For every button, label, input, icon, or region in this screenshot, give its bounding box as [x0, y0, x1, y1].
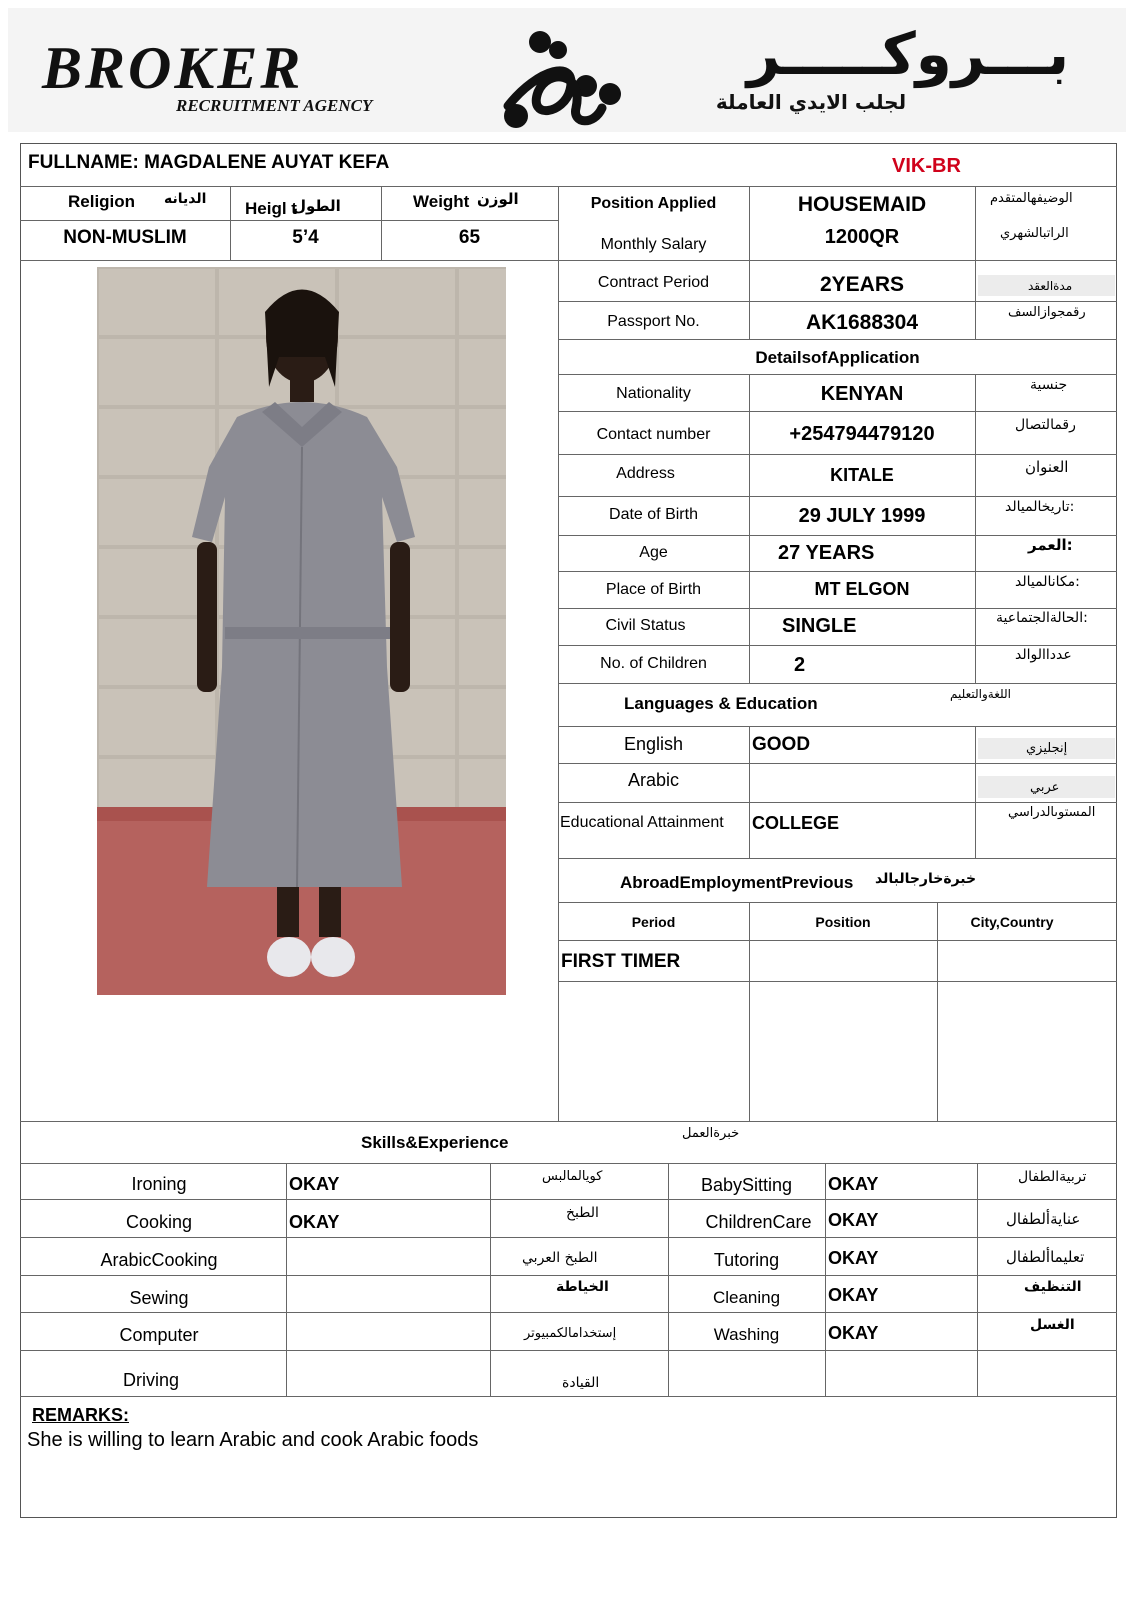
abroad-column-header: Position [815, 914, 871, 930]
application-value: 2 [794, 654, 806, 676]
application-value: 27 YEARS [778, 542, 875, 564]
detail-label: Contract Period [597, 274, 710, 291]
applicant-photo [97, 267, 506, 995]
application-label: No. of Children [600, 655, 707, 672]
skill-label: Computer [119, 1325, 199, 1345]
skill-label: Ironing [131, 1174, 187, 1194]
skill-label: ChildrenCare [705, 1212, 812, 1232]
skill-label-arabic: الغسل [1030, 1317, 1075, 1333]
language-label: English [623, 734, 684, 754]
religion-label-arabic: الديانه [164, 191, 207, 207]
detail-label-arabic: رقمجوازالسف [1008, 305, 1086, 320]
application-value: MT ELGON [814, 579, 910, 599]
skill-value: OKAY [828, 1174, 879, 1194]
language-label-arabic: عربي [1030, 780, 1060, 795]
skills-section-title-arabic: خبرةالعمل [682, 1126, 740, 1141]
detail-label: Passport No. [607, 313, 700, 330]
weight-label: Weight [413, 192, 470, 211]
application-value: KITALE [830, 465, 894, 485]
height-label-arabic: الطول [293, 197, 341, 215]
skill-label: BabySitting [700, 1175, 793, 1195]
weight-label-arabic: الوزن [477, 190, 519, 208]
skill-label-arabic: إستخدامالكمبيوتر [524, 1326, 617, 1341]
skill-label-arabic: التنظيف [1024, 1279, 1082, 1295]
application-label-arabic: رقمالتصال [1015, 417, 1076, 433]
religion-value: NON-MUSLIM [63, 227, 187, 248]
detail-value: AK1688304 [805, 311, 919, 334]
application-label-arabic: جنسية [1030, 377, 1068, 393]
reference-code: VIK-BR [892, 155, 961, 177]
skill-label-arabic: تعليماألطفال [1006, 1248, 1085, 1266]
education-value: COLLEGE [752, 813, 840, 833]
detail-label-arabic: مدةالعقد [1028, 279, 1073, 293]
skill-label-arabic: الطبخ [566, 1205, 599, 1221]
agency-logo-icon [498, 28, 638, 132]
application-label-arabic: تاريخالميالد: [1005, 499, 1075, 515]
skill-label: Tutoring [713, 1250, 780, 1270]
application-value: KENYAN [820, 383, 904, 405]
remarks-text: She is willing to learn Arabic and cook Arabic foods [27, 1429, 479, 1451]
abroad-section-title-arabic: خبرةخارجالبالد [875, 871, 977, 887]
education-label: Educational Attainment [560, 814, 724, 831]
application-label-arabic: عدداالوالد [1015, 647, 1072, 663]
education-label-arabic: المستوىالدراسي [1008, 805, 1096, 820]
application-value: +254794479120 [789, 423, 935, 445]
detail-label-arabic: الراتبالشهري [1000, 226, 1069, 241]
detail-label: Monthly Salary [600, 236, 707, 253]
abroad-period-value: FIRST TIMER [561, 951, 681, 972]
religion-label: Religion [68, 192, 136, 211]
skill-label: Sewing [129, 1288, 189, 1308]
application-label: Civil Status [605, 617, 686, 634]
skill-label-arabic: الخياطة [556, 1279, 609, 1295]
skill-label: Washing [713, 1325, 780, 1344]
language-label: Arabic [627, 770, 680, 790]
skill-value: OKAY [828, 1248, 879, 1268]
height-value: 5’4 [292, 227, 319, 248]
skill-value: OKAY [289, 1212, 340, 1232]
application-label: Nationality [616, 385, 691, 402]
skill-value: OKAY [828, 1210, 879, 1230]
application-label: Date of Birth [609, 506, 698, 523]
application-label: Place of Birth [605, 581, 702, 598]
application-label: Address [616, 465, 675, 482]
application-label-arabic: العنوان [1025, 458, 1069, 476]
agency-subtitle-arabic: لجلب الايدي العاملة [715, 90, 907, 114]
detail-value: HOUSEMAID [797, 193, 927, 216]
detail-value: 2YEARS [819, 273, 905, 296]
skill-label-arabic: القيادة [562, 1375, 600, 1391]
skill-label: Cleaning [712, 1288, 781, 1307]
skill-label-arabic: كويالمالبس [542, 1169, 603, 1184]
agency-subtitle: RECRUITMENT AGENCY [176, 96, 373, 115]
detail-label: Position Applied [590, 195, 717, 212]
full-name: FULLNAME: MAGDALENE AUYAT KEFA [28, 152, 390, 173]
skill-label-arabic: الطبخ العربي [522, 1250, 598, 1266]
skill-value: OKAY [828, 1323, 879, 1343]
skills-section-title: Skills&Experience [361, 1133, 509, 1152]
application-value: SINGLE [782, 615, 857, 637]
detail-label-arabic: الوضيفهالمتقدم [990, 191, 1073, 206]
language-label-arabic: إنجليزي [1026, 741, 1068, 756]
skill-label: Cooking [125, 1212, 193, 1232]
abroad-column-header: Period [631, 914, 676, 930]
skill-label-arabic: تربيةالطفال [1018, 1169, 1087, 1185]
height-label: Heigl t [245, 199, 297, 218]
language-value: GOOD [752, 734, 811, 755]
skill-label-arabic: عنايةألطفال [1006, 1210, 1081, 1228]
skill-label: ArabicCooking [100, 1250, 218, 1270]
abroad-column-header: City,Country [970, 914, 1054, 930]
abroad-section-title: AbroadEmploymentPrevious [620, 873, 854, 892]
languages-section-title: Languages & Education [624, 694, 818, 713]
agency-name-arabic: بـــروكـــــر [746, 20, 1070, 88]
application-label: Age [639, 544, 668, 561]
application-label-arabic: مكانالميالد: [1015, 574, 1080, 590]
languages-section-title-arabic: اللغةوالتعليم [950, 687, 1011, 701]
application-value: 29 JULY 1999 [798, 505, 926, 527]
application-section-title: DetailsofApplication [755, 348, 920, 367]
detail-value: 1200QR [824, 226, 900, 248]
weight-value: 65 [458, 227, 481, 248]
remarks-title: REMARKS: [32, 1405, 129, 1425]
application-label: Contact number [596, 426, 711, 443]
skill-value: OKAY [828, 1285, 879, 1305]
skill-value: OKAY [289, 1174, 340, 1194]
application-label-arabic: العمر: [1028, 536, 1073, 554]
agency-name: BROKER [42, 35, 304, 101]
skill-label: Driving [122, 1370, 179, 1390]
application-label-arabic: الحالةالجتماعية: [996, 610, 1088, 626]
